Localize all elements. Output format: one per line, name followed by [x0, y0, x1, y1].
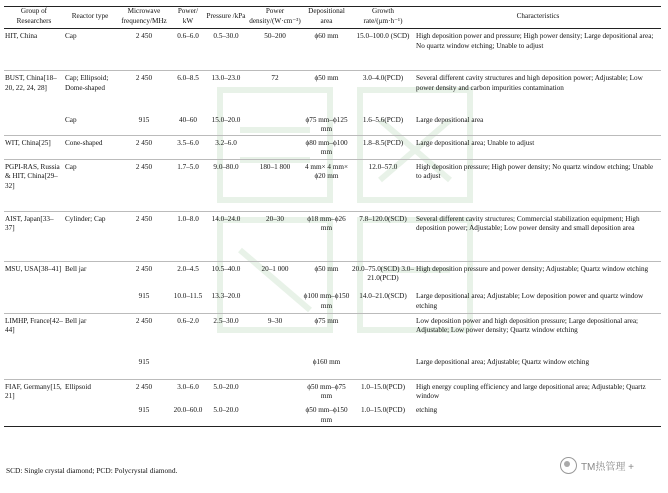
cell-density: 72 [271, 74, 279, 83]
cell-area: ϕ50 mm–ϕ75 mm [307, 382, 346, 401]
cell-frequency: 2 450 [135, 382, 153, 391]
cell-density: 50–200 [264, 32, 286, 41]
cell-power: 6.0–8.5 [177, 74, 199, 83]
header-pressure: Pressure /kPa [206, 11, 246, 20]
cell-area: ϕ50 mm [314, 74, 339, 83]
cell-group [4, 403, 64, 426]
cell-pressure: 15.0–20.0 [211, 115, 241, 124]
cell-reactor: Cap [65, 32, 77, 41]
cell-rate [351, 313, 415, 355]
cell-group [4, 113, 64, 136]
cell-characteristics: High deposition power and pressure; High power density; Large depositional area; No quartz window etching; Unable to adjust [416, 32, 654, 50]
cell-pressure: 14.0–24.0 [211, 214, 241, 223]
cell-characteristics: etching [416, 406, 438, 415]
cell-power: 10.0–11.5 [173, 292, 203, 301]
cell-rate: 12.0–57.0 [368, 162, 398, 171]
cell-power: 20.0–60.0 [173, 406, 203, 415]
table-footnote: SCD: Single crystal diamond; PCD: Polycrystal diamond. [6, 466, 178, 475]
cell-area: 4 mm× 4 mm× ϕ20 mm [304, 162, 349, 181]
cell-reactor: Bell jar [65, 316, 87, 325]
cell-reactor: Cap [65, 115, 77, 124]
cell-rate: 3.0–4.0(PCD) [362, 74, 404, 83]
cell-frequency: 915 [138, 358, 150, 367]
cell-area: ϕ75 mm [314, 316, 339, 325]
cell-group: MSU, USA[38–41] [5, 264, 62, 273]
header-growth-rate: Growth rate/(μm·h⁻¹) [363, 7, 403, 25]
cell-group: AIST, Japan[33–37] [5, 214, 54, 233]
header-frequency: Microwave frequency/MHz [121, 7, 167, 25]
header-power-density: Power density/(W·cm⁻³) [249, 7, 301, 25]
cell-frequency: 915 [138, 115, 150, 124]
cell-reactor [64, 403, 116, 426]
cell-area: ϕ100 mm–ϕ150 mm [303, 292, 350, 310]
table-row [4, 313, 661, 355]
cell-pressure: 13.3–20.0 [211, 292, 241, 301]
table-row [4, 403, 661, 426]
cell-area: ϕ50 mm [314, 264, 339, 273]
cell-area: ϕ75 mm–ϕ125 mm [305, 115, 348, 134]
cell-group [4, 289, 64, 313]
cell-pressure: 0.5–30.0 [213, 32, 239, 41]
cell-pressure: 10.5–40.0 [211, 264, 241, 273]
cell-density: 20–30 [266, 214, 284, 223]
table-row [4, 29, 661, 71]
cell-rate: 14.0–21.0(SCD) [359, 292, 407, 301]
header-characteristics: Characteristics [516, 11, 560, 20]
cell-characteristics: Low deposition power and high deposition pressure; Large depositional area; Adjustable; Low power density; Quartz window etching [416, 316, 639, 335]
cell-reactor [64, 355, 116, 379]
cell-power: 1.0–8.0 [177, 214, 199, 223]
table-row [4, 379, 661, 403]
cell-power [172, 355, 204, 379]
cell-group: FIAF, Germany[15, 21] [5, 382, 62, 401]
cell-density: 9–30 [267, 316, 283, 325]
cell-rate: 7.8–120.0(SCD) [359, 214, 407, 223]
cell-area: ϕ18 mm–ϕ26 mm [307, 214, 346, 233]
cell-group: HIT, China [5, 32, 38, 41]
cell-frequency: 2 450 [135, 214, 153, 223]
cell-frequency: 915 [138, 292, 150, 301]
table-row [4, 113, 661, 136]
cell-rate: 1.8–8.5(PCD) [362, 138, 404, 147]
cell-characteristics: Large depositional area; Unable to adjust [416, 138, 535, 147]
cell-density [248, 403, 302, 426]
cell-area: ϕ60 mm [314, 32, 339, 41]
cell-density [248, 135, 302, 159]
watermark [560, 457, 634, 474]
cell-group: WIT, China[25] [5, 138, 51, 147]
cell-power: 0.6–6.0 [177, 32, 199, 41]
cell-area: ϕ160 mm [312, 358, 341, 367]
header-reactor: Reactor type [71, 11, 109, 20]
cell-reactor: Cap [65, 162, 77, 171]
cell-density [248, 355, 302, 379]
cell-frequency: 915 [138, 406, 150, 415]
cell-density: 20–1 000 [261, 264, 289, 273]
cell-group [4, 355, 64, 379]
table-row [4, 289, 661, 313]
cell-frequency: 2 450 [135, 264, 153, 273]
cell-pressure: 9.0–80.0 [213, 162, 239, 171]
header-power: Power/ kW [177, 7, 199, 25]
cell-rate: 1.6–5.6(PCD) [362, 115, 404, 124]
cell-characteristics: Several different cavity structures; Commercial stabilization equipment; High deposition power; Adjustable; Low power density and small deposition area [416, 214, 640, 233]
cell-pressure: 2.5–30.0 [213, 316, 239, 325]
cell-characteristics: High energy coupling efficiency and large depositional area; Adjustable; Quartz window [416, 382, 646, 401]
table-row [4, 261, 661, 289]
table-row [4, 211, 661, 261]
cell-rate [351, 355, 415, 379]
cell-rate: 1.0–15.0(PCD) [361, 382, 405, 391]
cell-pressure: 13.0–23.0 [211, 74, 241, 83]
cell-reactor [64, 289, 116, 313]
cell-frequency: 2 450 [135, 32, 153, 41]
cell-reactor: Cylinder; Cap [65, 214, 106, 223]
cell-frequency: 2 450 [135, 74, 153, 83]
cell-reactor: Ellipsoid [65, 382, 91, 391]
cell-characteristics: Large depositional area; Adjustable; Low deposition power and quartz window etching [416, 292, 644, 310]
cell-characteristics: Large depositional area [416, 115, 484, 124]
cell-power: 40–60 [179, 115, 197, 124]
cell-reactor: Cone-shaped [65, 138, 103, 147]
header-area: Depositional area [308, 7, 345, 25]
cell-group: PGPI-RAS, Russia & HIT, China[29–32] [5, 162, 60, 191]
cell-density [248, 113, 302, 136]
wechat-logo-icon [560, 457, 577, 474]
cell-density [248, 379, 302, 403]
cell-rate: 20.0–75.0(SCD) 3.0–21.0(PCD) [352, 264, 414, 283]
cell-power: 1.7–5.0 [177, 162, 199, 171]
watermark-text: TM热管理 + [580, 462, 634, 473]
table-row [4, 355, 661, 379]
cell-characteristics: High deposition pressure and power density; Adjustable; Quartz window etching [416, 264, 649, 273]
cell-power: 3.0–6.0 [177, 382, 199, 391]
cell-density [248, 289, 302, 313]
cell-pressure [204, 355, 248, 379]
cell-reactor: Bell jar [65, 264, 87, 273]
cell-characteristics: Large depositional area; Adjustable; Quartz window etching [416, 358, 590, 367]
cell-group: BUST, China[18–20, 22, 24, 28] [5, 74, 57, 92]
cell-frequency: 2 450 [135, 138, 153, 147]
table-row [4, 135, 661, 159]
cell-frequency: 2 450 [135, 316, 153, 325]
cell-pressure: 5.0–20.0 [213, 382, 239, 391]
reactor-comparison-table [4, 6, 661, 427]
cell-pressure: 3.2–6.0 [215, 138, 237, 147]
cell-density: 180–1 800 [259, 162, 291, 171]
cell-frequency: 2 450 [135, 162, 153, 171]
table-row [4, 71, 661, 113]
cell-power: 0.6–2.0 [177, 316, 199, 325]
cell-reactor: Cap; Ellipsoid; Dome-shaped [65, 74, 109, 92]
cell-rate: 1.0–15.0(PCD) [361, 406, 405, 415]
cell-area: ϕ80 mm–ϕ100 mm [305, 138, 348, 157]
cell-area: ϕ50 mm–ϕ150 mm [305, 406, 348, 424]
cell-characteristics: High deposition pressure; High power density; No quartz window etching; Unable to adjust [416, 162, 654, 181]
cell-group: LIMHP, France[42–44] [5, 316, 63, 335]
cell-pressure: 5.0–20.0 [213, 406, 239, 415]
header-group: Group of Researchers [16, 7, 52, 25]
table-header-row [4, 7, 661, 29]
cell-power: 3.5–6.0 [177, 138, 199, 147]
cell-characteristics: Several different cavity structures and high deposition power; Adjustable; Low power density and carbon impurities contamination [416, 74, 643, 92]
table-row [4, 159, 661, 211]
cell-power: 2.0–4.5 [177, 264, 199, 273]
cell-rate: 15.0–100.0 (SCD) [356, 32, 410, 41]
